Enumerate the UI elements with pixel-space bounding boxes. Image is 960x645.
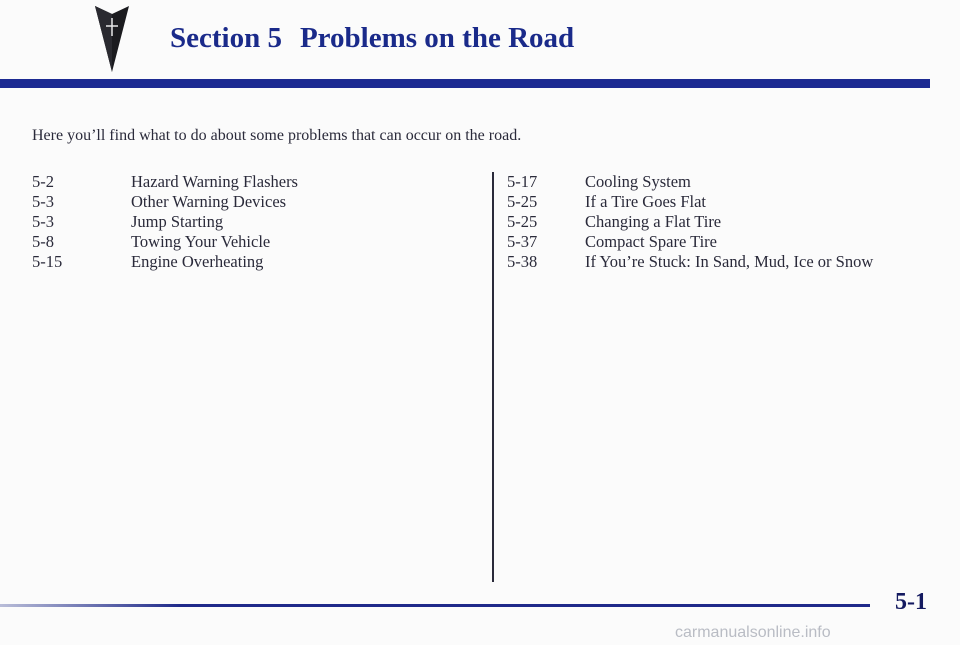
toc-entry-title: Other Warning Devices bbox=[131, 192, 287, 211]
toc-entry[interactable] bbox=[32, 212, 298, 232]
toc-entry[interactable] bbox=[32, 192, 298, 212]
watermark-text: carmanualsonline.info bbox=[675, 624, 831, 641]
toc-entry[interactable] bbox=[507, 192, 873, 212]
toc-page-number: 5-38 bbox=[507, 252, 538, 271]
toc-entry[interactable] bbox=[32, 232, 298, 252]
toc-page-number: 5-8 bbox=[32, 232, 54, 251]
toc-right-column bbox=[507, 172, 873, 272]
section-title: Problems on the Road bbox=[299, 22, 575, 54]
intro-text: Here you’ll find what to do about some problems that can occur on the road. bbox=[32, 127, 522, 144]
toc-entry-title: If You’re Stuck: In Sand, Mud, Ice or Snow bbox=[585, 252, 874, 271]
toc-page-number: 5-17 bbox=[507, 172, 538, 191]
toc-entry-title: Changing a Flat Tire bbox=[585, 212, 722, 231]
column-divider bbox=[492, 172, 494, 582]
toc-entry-title: Towing Your Vehicle bbox=[131, 232, 271, 251]
section-heading bbox=[170, 22, 574, 55]
page-number: 5-1 bbox=[895, 589, 927, 615]
toc-entry[interactable] bbox=[32, 172, 298, 192]
toc-page-number: 5-2 bbox=[32, 172, 54, 191]
toc-page-number: 5-15 bbox=[32, 252, 63, 271]
toc-entry-title: If a Tire Goes Flat bbox=[585, 192, 706, 211]
toc-entry[interactable] bbox=[507, 172, 873, 192]
toc-entry-title: Jump Starting bbox=[131, 212, 224, 231]
section-label: Section 5 bbox=[170, 22, 282, 54]
pontiac-arrowhead-logo-icon bbox=[94, 4, 130, 74]
toc-entry-title: Cooling System bbox=[585, 172, 691, 191]
toc-page-number: 5-25 bbox=[507, 192, 538, 211]
toc-entry-title: Hazard Warning Flashers bbox=[131, 172, 298, 191]
toc-page-number: 5-3 bbox=[32, 192, 54, 211]
footer-rule bbox=[0, 604, 870, 607]
header-rule-bar bbox=[0, 79, 930, 88]
toc-entry[interactable] bbox=[507, 232, 873, 252]
toc-entry[interactable] bbox=[32, 252, 298, 272]
toc-entry-title: Compact Spare Tire bbox=[585, 232, 717, 251]
toc-left-column bbox=[32, 172, 298, 272]
toc-entry-title: Engine Overheating bbox=[131, 252, 264, 271]
toc-entry[interactable] bbox=[507, 252, 873, 272]
toc-entry[interactable] bbox=[507, 212, 873, 232]
toc-page-number: 5-3 bbox=[32, 212, 54, 231]
toc-page-number: 5-25 bbox=[507, 212, 538, 231]
toc-page-number: 5-37 bbox=[507, 232, 538, 251]
